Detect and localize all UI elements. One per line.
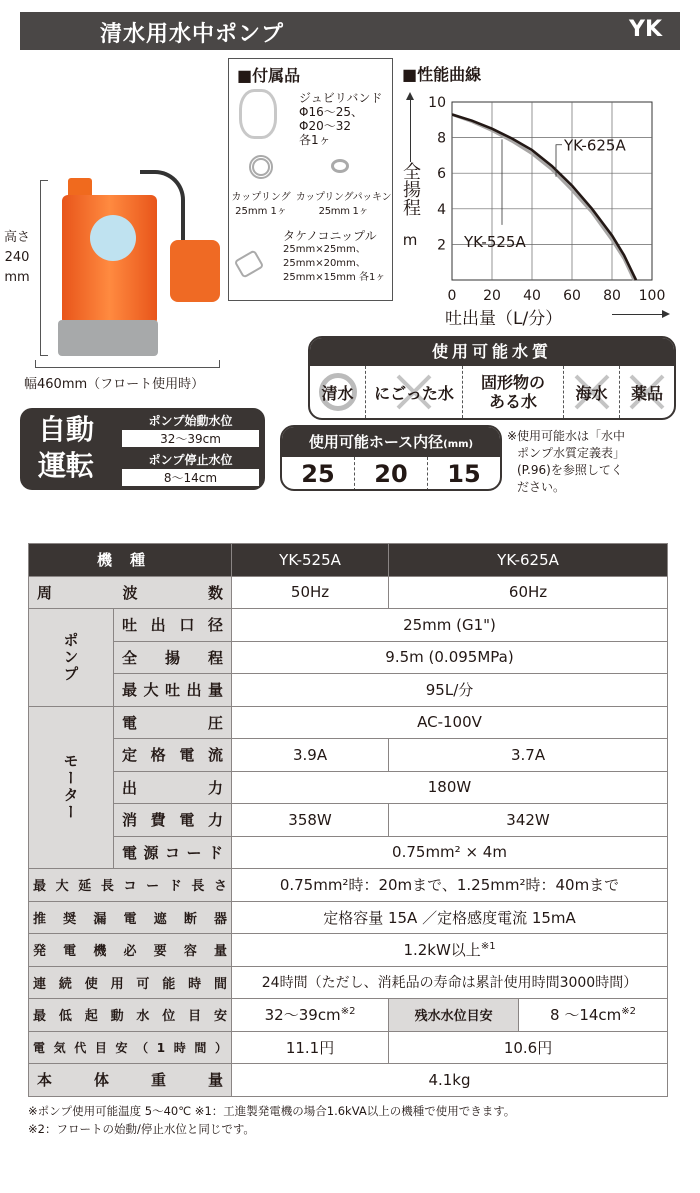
cell: 10.6円 <box>389 1031 668 1064</box>
accessory-detail: 25mm 1ヶ <box>318 206 369 217</box>
start-level-value: 32〜39cm <box>122 430 259 447</box>
table-row <box>29 576 668 609</box>
x-tick-label: 60 <box>563 288 581 304</box>
cell-value: 32〜39cm <box>264 1006 341 1025</box>
row-label: 吐出口径 <box>114 609 232 642</box>
accessory-name: カップリングパッキン <box>295 192 392 203</box>
cell: 4.1kg <box>232 1064 668 1097</box>
y-tick-label: 6 <box>437 166 446 183</box>
accessory-name: タケノコニップル <box>283 229 377 243</box>
note-line: (P.96)を参照してく <box>517 463 623 477</box>
note-line: ポンプ水質定義表」 <box>517 446 626 460</box>
row-label: 最低起動水位目安 <box>29 999 232 1032</box>
header-yk625a: YK-625A <box>389 544 668 577</box>
cell: 342W <box>389 804 668 837</box>
footnotes <box>28 1102 515 1138</box>
row-label: 定格電流 <box>114 739 232 772</box>
chart-title: ■性能曲線 <box>402 65 482 84</box>
y-axis-label <box>400 92 420 251</box>
hose-unit: (mm) <box>443 439 474 450</box>
hose-size: 15 <box>447 460 481 488</box>
water-quality-label: 固形物の <box>480 373 545 392</box>
auto-operation-panel <box>20 408 265 490</box>
y-axis-title: 全揚程 <box>400 162 421 216</box>
table-row <box>29 901 668 934</box>
cell: 3.9A <box>232 739 389 772</box>
cell: 0.75mm² × 4m <box>232 836 668 869</box>
cell: 180W <box>232 771 668 804</box>
auto-label: 運転 <box>38 449 95 482</box>
water-quality-note <box>507 428 625 496</box>
cell-value: 1.2kW以上 <box>403 941 481 960</box>
row-label: 残水水位目安 <box>389 999 519 1032</box>
accessories-heading: ■付属品 <box>237 66 301 85</box>
accessory-detail: 25mm 1ヶ <box>235 206 287 217</box>
row-label: 本体重量 <box>29 1064 232 1097</box>
table-row <box>29 999 668 1032</box>
water-quality-item-ng <box>463 366 564 418</box>
table-row <box>29 1064 668 1097</box>
water-quality-label: 薬品 <box>630 383 663 403</box>
cell: 50Hz <box>232 576 389 609</box>
y-tick-label: 8 <box>437 130 446 147</box>
cell-value: 8 〜14cm <box>550 1006 622 1025</box>
height-label-line: mm <box>4 270 30 285</box>
model-series: YK <box>629 17 662 42</box>
row-label: 出力 <box>114 771 232 804</box>
height-label-line: 240 <box>4 250 30 265</box>
group-label-pump: ポンプ <box>29 609 114 707</box>
footnote-mark: ※2 <box>621 1006 637 1018</box>
water-quality-label: 清水 <box>321 383 354 403</box>
row-label: 電圧 <box>114 706 232 739</box>
water-quality-item-ng <box>366 366 463 418</box>
accessories-box <box>228 58 393 301</box>
accessory-detail: Φ16〜25、 <box>299 105 363 119</box>
row-label: 電気代目安（1時間） <box>29 1031 232 1064</box>
table-header-row <box>29 544 668 577</box>
y-axis-unit: m <box>402 231 418 249</box>
y-tick-label: 4 <box>437 201 446 218</box>
table-row <box>29 1031 668 1064</box>
water-quality-panel <box>308 336 676 420</box>
hose-heading: 使用可能ホース内径 <box>308 433 444 451</box>
series-label: YK-525A <box>464 232 526 251</box>
x-axis-title: 吐出量（L/分） <box>445 309 563 329</box>
water-quality-item-ng <box>620 366 674 418</box>
table-row <box>29 641 668 674</box>
auto-label: 自動 <box>38 413 95 446</box>
table-row <box>29 771 668 804</box>
hose-size: 25 <box>282 457 355 491</box>
x-tick-label: 20 <box>483 288 501 304</box>
table-row <box>29 609 668 642</box>
cell: 3.7A <box>389 739 668 772</box>
accessory-detail: 25mm×25mm、 <box>283 244 366 255</box>
water-quality-item-ng <box>564 366 620 418</box>
title-bar <box>20 12 680 50</box>
cell <box>232 999 389 1032</box>
x-tick-label: 40 <box>523 288 541 304</box>
x-tick-label: 80 <box>603 288 621 304</box>
table-row <box>29 836 668 869</box>
accessory-detail: 各1ヶ <box>299 133 331 147</box>
cell: 60Hz <box>389 576 668 609</box>
accessory-name: ジュビリバンド <box>299 91 383 105</box>
x-axis-arrow <box>612 314 664 315</box>
width-label: 幅460mm（フロート使用時） <box>24 377 205 392</box>
footnote-mark: ※1 <box>480 941 496 953</box>
accessory-name: カップリング <box>231 192 291 203</box>
spec-table <box>28 543 668 1097</box>
x-tick-label: 0 <box>447 288 457 304</box>
height-label-line: 高さ <box>3 230 30 245</box>
cell <box>519 999 668 1032</box>
cell: 定格容量 15A ／定格感度電流 15mA <box>232 901 668 934</box>
water-quality-item-ok <box>310 366 366 418</box>
table-row <box>29 706 668 739</box>
row-label: 全揚程 <box>114 641 232 674</box>
table-row <box>29 869 668 902</box>
header-yk525a: YK-525A <box>232 544 389 577</box>
cell: 95L/分 <box>232 674 668 707</box>
series-label: YK-625A <box>564 136 626 155</box>
table-row <box>29 804 668 837</box>
band-icon <box>239 89 277 139</box>
footnote: ※ポンプ使用可能温度 5〜40℃ ※1：工進製発電機の場合1.6kVA以上の機種で使用できます。 <box>28 1104 516 1118</box>
start-level-label: ポンプ始動水位 <box>148 414 233 428</box>
stop-level-label: ポンプ停止水位 <box>148 453 233 467</box>
accessory-detail: 25mm×15mm 各1ヶ <box>283 272 386 283</box>
footnote-mark: ※2 <box>340 1006 356 1018</box>
row-label: 消費電力 <box>114 804 232 837</box>
hose-diameter-panel <box>280 425 502 491</box>
x-axis-arrowhead <box>662 310 670 318</box>
hose-size: 20 <box>355 457 428 491</box>
table-row <box>29 739 668 772</box>
table-row <box>29 934 668 967</box>
header-model: 機種 <box>29 544 232 577</box>
note-line: ※使用可能水は「水中 <box>507 429 626 443</box>
accessory-detail: 25mm×20mm、 <box>283 258 366 269</box>
row-label: 発電機必要容量 <box>29 934 232 967</box>
water-quality-heading: 使用可能水質 <box>310 338 674 366</box>
table-row <box>29 674 668 707</box>
row-label: 最大吐出量 <box>114 674 232 707</box>
footnote: ※2：フロートの始動/停止水位と同じです。 <box>28 1122 255 1136</box>
pump-image <box>50 170 235 360</box>
water-quality-label: ある水 <box>488 392 537 411</box>
cell: 9.5m (0.095MPa) <box>232 641 668 674</box>
nipple-icon <box>234 249 265 278</box>
y-axis-arrow <box>406 92 414 100</box>
x-tick-label: 100 <box>638 288 666 304</box>
y-tick-label: 10 <box>428 95 446 111</box>
row-label: 最大延長コード長さ <box>29 869 232 902</box>
cell: 24時間（ただし、消耗品の寿命は累計使用時間3000時間） <box>232 966 668 999</box>
cell <box>232 934 668 967</box>
y-tick-label: 2 <box>437 237 446 254</box>
packing-icon <box>331 159 349 173</box>
cell: 358W <box>232 804 389 837</box>
row-label: 電源コード <box>114 836 232 869</box>
stop-level-value: 8〜14cm <box>122 469 259 486</box>
row-label: 周波数 <box>29 576 232 609</box>
group-label-motor: モーター <box>29 706 114 869</box>
cell: AC-100V <box>232 706 668 739</box>
accessory-detail: Φ20〜32 <box>299 119 351 133</box>
table-row <box>29 966 668 999</box>
performance-chart <box>420 90 680 330</box>
water-quality-label: にごった水 <box>374 383 454 403</box>
cell: 25mm (G1") <box>232 609 668 642</box>
page-title: 清水用水中ポンプ <box>100 22 285 47</box>
coupling-icon <box>249 155 273 179</box>
note-line: ださい。 <box>517 480 566 494</box>
row-label: 推奨漏電遮断器 <box>29 901 232 934</box>
water-quality-label: 海水 <box>575 383 608 403</box>
cell: 0.75mm²時：20mまで、1.25mm²時：40mまで <box>232 869 668 902</box>
cell: 11.1円 <box>232 1031 389 1064</box>
height-label <box>0 228 34 288</box>
row-label: 連続使用可能時間 <box>29 966 232 999</box>
